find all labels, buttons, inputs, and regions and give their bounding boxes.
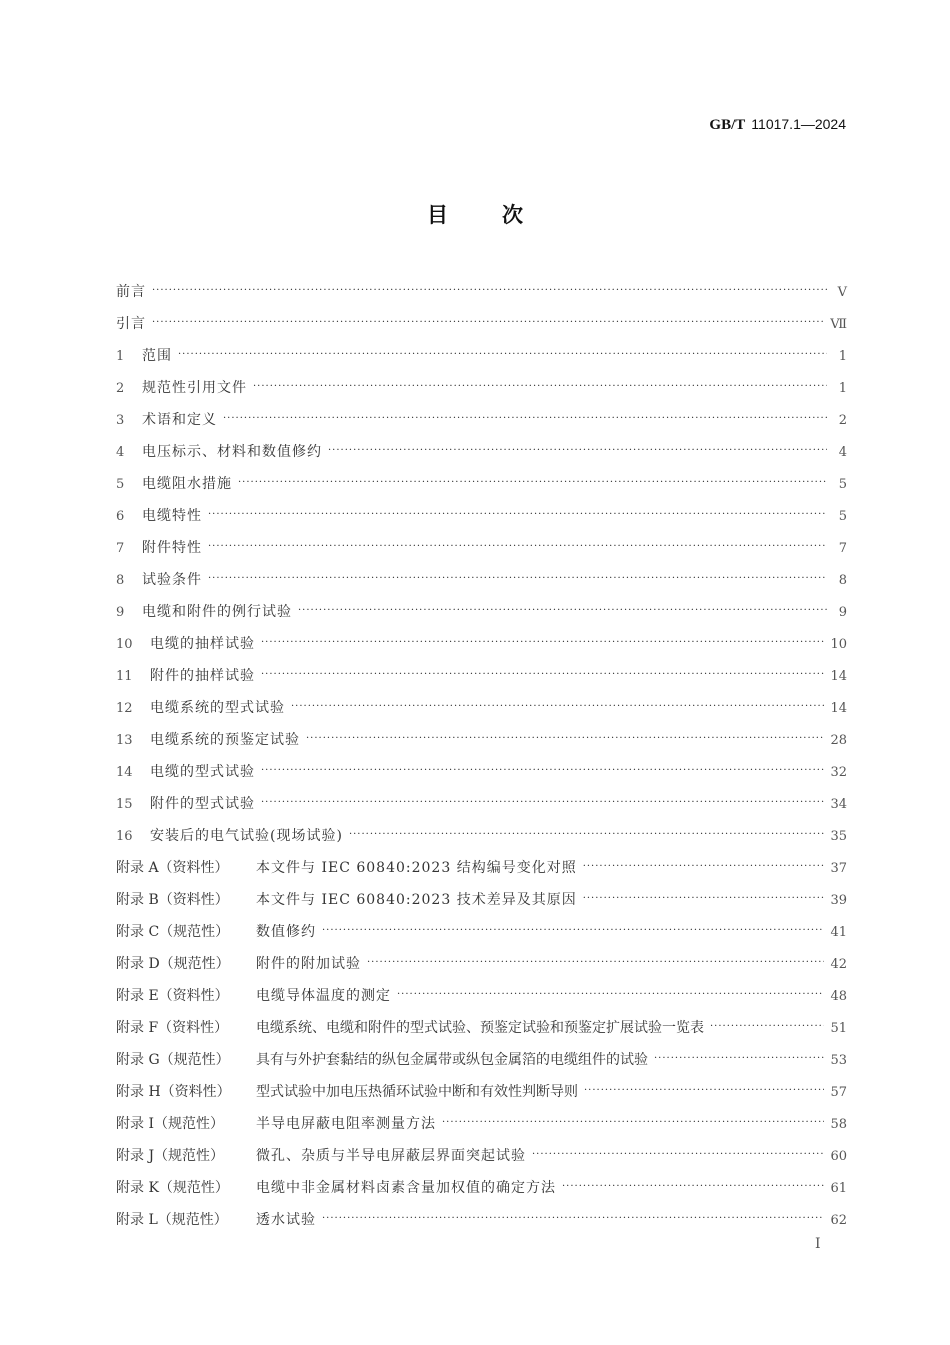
toc-entry-annex-i[interactable] xyxy=(116,1112,847,1144)
dot-leader xyxy=(261,631,824,655)
toc-entry-number: 6 xyxy=(116,509,125,524)
toc-entry-title: 试验条件 xyxy=(142,572,202,588)
toc-entry-page: 1 xyxy=(838,381,847,396)
page-title xyxy=(0,199,950,229)
toc-annex-label: 附录 E（资料性） xyxy=(116,988,229,1004)
toc-entry-page: 14 xyxy=(830,701,847,716)
toc-entry-title: 电缆导体温度的测定 xyxy=(256,988,391,1004)
dot-leader xyxy=(152,311,824,335)
toc-entry-title: 范围 xyxy=(142,348,172,364)
dot-leader xyxy=(238,471,827,495)
toc-annex-label: 附录 J（规范性） xyxy=(116,1148,225,1164)
toc-entry-clause-14[interactable] xyxy=(116,760,847,792)
toc-entry-page: 4 xyxy=(838,445,847,460)
toc-annex-label: 附录 K（规范性） xyxy=(116,1180,229,1196)
dot-leader xyxy=(654,1047,824,1071)
toc-entry-page: 1 xyxy=(838,349,847,364)
toc-entry-title: 微孔、杂质与半导电屏蔽层界面突起试验 xyxy=(256,1148,526,1164)
toc-entry-clause-7[interactable] xyxy=(116,536,847,568)
page-title-char-2: 次 xyxy=(502,203,523,227)
toc-entry-clause-10[interactable] xyxy=(116,632,847,664)
toc-entry-title: 安装后的电气试验(现场试验) xyxy=(150,828,343,844)
toc-entry-number: 11 xyxy=(116,669,133,684)
toc-entry-title: 数值修约 xyxy=(256,924,316,940)
dot-leader xyxy=(562,1175,824,1199)
toc-entry-clause-15[interactable] xyxy=(116,792,847,824)
toc-entry-page: 2 xyxy=(838,413,847,428)
toc-entry-number: 2 xyxy=(116,381,125,396)
dot-leader xyxy=(178,343,827,367)
toc-entry-number: 16 xyxy=(116,829,133,844)
toc-entry-foreword[interactable] xyxy=(116,280,847,312)
dot-leader xyxy=(223,407,827,431)
toc-entry-number: 1 xyxy=(116,349,125,364)
toc-entry-title: 型式试验中加电压热循环试验中断和有效性判断导则 xyxy=(256,1084,578,1100)
dot-leader xyxy=(306,727,824,751)
dot-leader xyxy=(298,599,827,623)
dot-leader xyxy=(322,919,824,943)
toc-entry-page: 34 xyxy=(830,797,847,812)
toc-annex-label: 附录 B（资料性） xyxy=(116,892,229,908)
toc-entry-clause-1[interactable] xyxy=(116,344,847,376)
toc-entry-page: 5 xyxy=(838,477,847,492)
standard-prefix: GB/T xyxy=(709,117,746,133)
dot-leader xyxy=(208,503,827,527)
toc-entry-page: 62 xyxy=(830,1213,847,1228)
toc-entry-number: 10 xyxy=(116,637,133,652)
toc-entry-title: 附件的型式试验 xyxy=(150,796,255,812)
toc-entry-title: 电缆系统的预鉴定试验 xyxy=(150,732,300,748)
toc-annex-label: 附录 G（规范性） xyxy=(116,1052,230,1068)
toc-entry-page: 61 xyxy=(830,1181,847,1196)
toc-entry-page: Ⅶ xyxy=(830,317,847,332)
toc-entry-page: 42 xyxy=(830,957,847,972)
dot-leader xyxy=(710,1015,824,1039)
toc-entry-title: 术语和定义 xyxy=(142,412,217,428)
dot-leader xyxy=(261,791,824,815)
toc-entry-page: 28 xyxy=(830,733,847,748)
dot-leader xyxy=(261,759,824,783)
toc-entry-page: 14 xyxy=(830,669,847,684)
toc-entry-title: 电缆和附件的例行试验 xyxy=(142,604,292,620)
toc-entry-title: 具有与外护套黏结的纵包金属带或纵包金属箔的电缆组件的试验 xyxy=(256,1052,648,1068)
dot-leader xyxy=(208,567,827,591)
toc-entry-introduction[interactable] xyxy=(116,312,847,344)
toc-entry-clause-2[interactable] xyxy=(116,376,847,408)
toc-entry-title: 附件特性 xyxy=(142,540,202,556)
toc-entry-title: 电缆特性 xyxy=(142,508,202,524)
toc-entry-page: 51 xyxy=(830,1021,847,1036)
toc-entry-page: 7 xyxy=(838,541,847,556)
toc-entry-annex-b[interactable] xyxy=(116,888,847,920)
toc-entry-number: 9 xyxy=(116,605,125,620)
toc-entry-title: 透水试验 xyxy=(256,1212,316,1228)
toc-entry-title: 电缆阻水措施 xyxy=(142,476,232,492)
standard-number: 11017.1—2024 xyxy=(751,116,846,132)
toc-annex-label: 附录 L（规范性） xyxy=(116,1212,228,1228)
toc-entry-title: 电缆的抽样试验 xyxy=(150,636,255,652)
toc-entry-annex-h[interactable] xyxy=(116,1080,847,1112)
toc-entry-title: 半导电屏蔽电阻率测量方法 xyxy=(256,1116,436,1132)
toc-entry-title: 电压标示、材料和数值修约 xyxy=(142,444,322,460)
dot-leader xyxy=(208,535,827,559)
toc-entry-page: Ⅴ xyxy=(837,285,847,300)
toc-entry-page: 57 xyxy=(830,1085,847,1100)
toc-entry-title: 电缆系统、电缆和附件的型式试验、预鉴定试验和预鉴定扩展试验一览表 xyxy=(256,1020,704,1036)
page-title-char-1: 目 xyxy=(427,203,448,227)
toc-annex-label: 附录 H（资料性） xyxy=(116,1084,231,1100)
toc-entry-annex-f[interactable] xyxy=(116,1016,847,1048)
table-of-contents xyxy=(116,280,847,1240)
dot-leader xyxy=(322,1207,824,1231)
toc-entry-page: 10 xyxy=(830,637,847,652)
toc-entry-title: 电缆系统的型式试验 xyxy=(150,700,285,716)
toc-entry-clause-5[interactable] xyxy=(116,472,847,504)
toc-entry-number: 13 xyxy=(116,733,133,748)
toc-entry-page: 39 xyxy=(830,893,847,908)
toc-entry-clause-16[interactable] xyxy=(116,824,847,856)
toc-entry-title: 附件的附加试验 xyxy=(256,956,361,972)
dot-leader xyxy=(328,439,827,463)
toc-entry-number: 5 xyxy=(116,477,125,492)
toc-entry-annex-k[interactable] xyxy=(116,1176,847,1208)
toc-entry-number: 4 xyxy=(116,445,125,460)
toc-entry-number: 7 xyxy=(116,541,125,556)
toc-entry-page: 48 xyxy=(830,989,847,1004)
toc-entry-page: 37 xyxy=(830,861,847,876)
toc-entry-clause-8[interactable] xyxy=(116,568,847,600)
toc-entry-annex-a[interactable] xyxy=(116,856,847,888)
toc-entry-page: 35 xyxy=(830,829,847,844)
toc-entry-clause-11[interactable] xyxy=(116,664,847,696)
toc-entry-title: 附件的抽样试验 xyxy=(150,668,255,684)
toc-entry-annex-g[interactable] xyxy=(116,1048,847,1080)
standard-code xyxy=(709,116,846,134)
toc-entry-page: 60 xyxy=(830,1149,847,1164)
toc-entry-number: 12 xyxy=(116,701,133,716)
dot-leader xyxy=(367,951,824,975)
toc-annex-label: 附录 A（资料性） xyxy=(116,860,229,876)
toc-entry-clause-6[interactable] xyxy=(116,504,847,536)
toc-entry-page: 41 xyxy=(830,925,847,940)
dot-leader xyxy=(442,1111,824,1135)
toc-annex-label: 附录 I（规范性） xyxy=(116,1116,224,1132)
toc-entry-title: 本文件与 IEC 60840:2023 结构编号变化对照 xyxy=(256,860,577,876)
toc-entry-annex-e[interactable] xyxy=(116,984,847,1016)
toc-annex-label: 附录 F（资料性） xyxy=(116,1020,229,1036)
toc-entry-title: 前言 xyxy=(116,284,146,300)
dot-leader xyxy=(584,1079,824,1103)
toc-entry-clause-13[interactable] xyxy=(116,728,847,760)
dot-leader xyxy=(349,823,825,847)
toc-entry-number: 8 xyxy=(116,573,125,588)
page-number: Ⅰ xyxy=(815,1236,821,1252)
toc-entry-title: 规范性引用文件 xyxy=(142,380,247,396)
dot-leader xyxy=(583,887,825,911)
toc-entry-annex-d[interactable] xyxy=(116,952,847,984)
toc-entry-number: 14 xyxy=(116,765,133,780)
toc-entry-page: 32 xyxy=(830,765,847,780)
dot-leader xyxy=(532,1143,824,1167)
toc-entry-clause-9[interactable] xyxy=(116,600,847,632)
dot-leader xyxy=(583,855,825,879)
dot-leader xyxy=(397,983,824,1007)
toc-entry-page: 58 xyxy=(830,1117,847,1132)
toc-entry-page: 9 xyxy=(838,605,847,620)
toc-entry-annex-j[interactable] xyxy=(116,1144,847,1176)
toc-entry-page: 5 xyxy=(838,509,847,524)
toc-entry-page: 53 xyxy=(830,1053,847,1068)
toc-entry-title: 电缆中非金属材料卤素含量加权值的确定方法 xyxy=(256,1180,556,1196)
dot-leader xyxy=(261,663,824,687)
dot-leader xyxy=(152,279,827,303)
toc-entry-annex-c[interactable] xyxy=(116,920,847,952)
toc-entry-clause-4[interactable] xyxy=(116,440,847,472)
dot-leader xyxy=(253,375,827,399)
dot-leader xyxy=(291,695,824,719)
toc-entry-number: 15 xyxy=(116,797,133,812)
toc-entry-title: 引言 xyxy=(116,316,146,332)
toc-entry-page: 8 xyxy=(838,573,847,588)
toc-entry-annex-l[interactable] xyxy=(116,1208,847,1240)
toc-annex-label: 附录 D（规范性） xyxy=(116,956,230,972)
toc-entry-clause-12[interactable] xyxy=(116,696,847,728)
toc-entry-clause-3[interactable] xyxy=(116,408,847,440)
toc-entry-title: 电缆的型式试验 xyxy=(150,764,255,780)
toc-annex-label: 附录 C（规范性） xyxy=(116,924,230,940)
toc-entry-number: 3 xyxy=(116,413,125,428)
toc-entry-title: 本文件与 IEC 60840:2023 技术差异及其原因 xyxy=(256,892,577,908)
